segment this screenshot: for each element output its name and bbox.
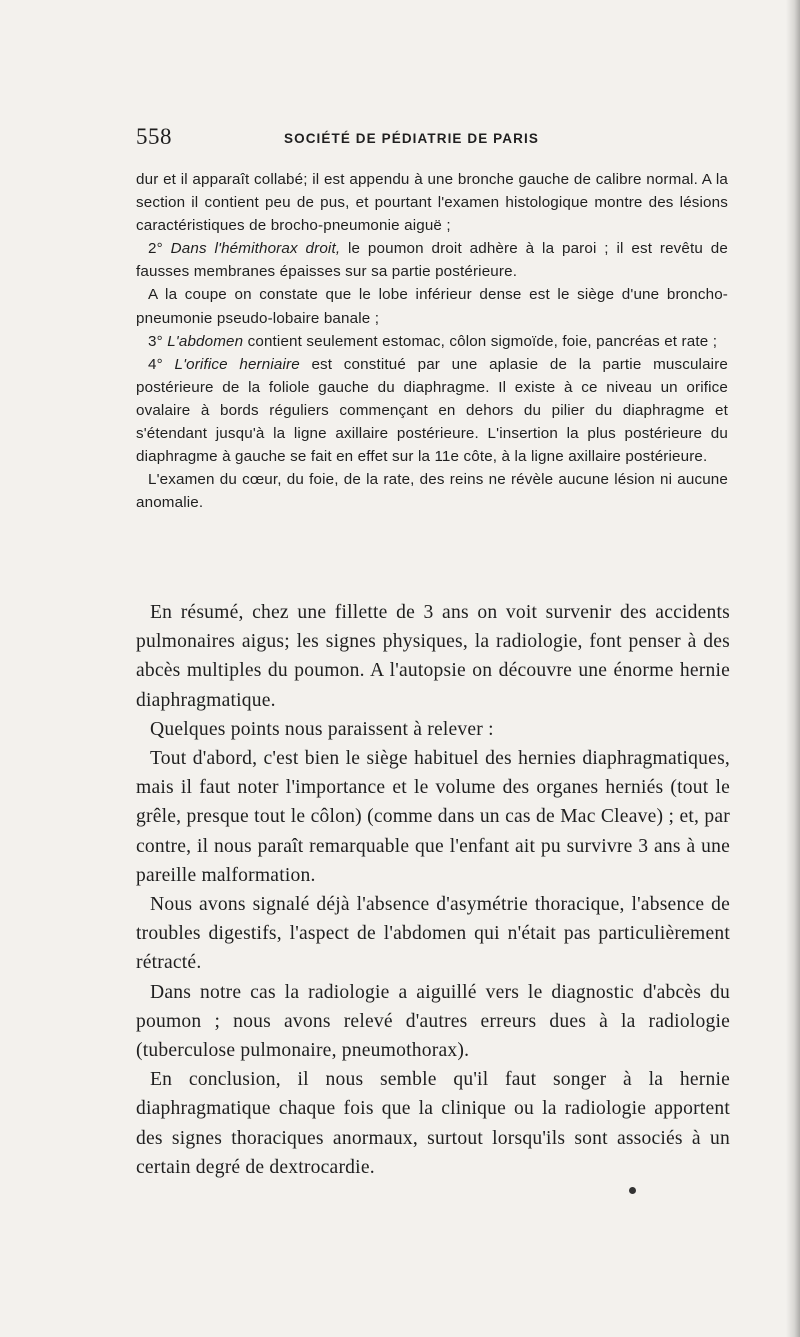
item-number: 2° — [148, 240, 163, 258]
paragraph-radiology: Dans notre cas la radiologie a aiguillé vers le diagnostic d'abcès du poumon ; nous avons relevé d'autres erreurs dues à la radiologie (tuberculose pulmonaire, pneumothorax). — [136, 981, 730, 1062]
item-heading: L'orifice herniaire — [174, 355, 300, 373]
page-edge-shadow — [786, 0, 800, 1337]
ink-spot — [629, 1187, 636, 1194]
item-text: est constitué par une aplasie de la partie musculaire postérieure de la foliole gauche du diaphragme. Il existe à ce niveau un orifice ovalaire à bords réguliers commençant en dehors du pilier du diaphragme et s'étendant jusqu'à la ligne axillaire postérieure. L'insertion la plus postérieure du diaphragme à gauche se fait en effet sur la 11e côte, à la ligne axillaire postérieure. — [136, 355, 728, 466]
page-number: 558 — [136, 124, 172, 149]
paragraph-right-hemithorax — [136, 237, 728, 283]
paragraph-absence: Nous avons signalé déjà l'absence d'asymétrie thoracique, l'absence de troubles digestifs, l'aspect de l'abdomen qui n'était pas particulièrement rétracté. — [136, 894, 730, 974]
paragraph-summary: En résumé, chez une fillette de 3 ans on voit survenir des accidents pulmonaires aigus; les signes physiques, la radiologie, font penser à des abcès multiples du poumon. A l'autopsie on découvre une énorme hernie diaphragmatique. — [136, 602, 730, 711]
paragraph-other-organs: L'examen du cœur, du foie, de la rate, des reins ne révèle aucune lésion ni aucune anomalie. — [136, 471, 728, 512]
item-text: le poumon droit adhère à la paroi ; il est revêtu de fausses membranes épaisses sur sa partie postérieure. — [136, 240, 728, 281]
paragraph-lung-description: dur et il apparaît collabé; il est appendu à une bronche gauche de calibre normal. A la section il contient peu de pus, et pourtant l'examen histologique montre des lésions caractéristiques de brocho-pneumonie aiguë ; — [136, 171, 728, 235]
summary-section — [136, 598, 730, 1182]
paragraph-first-point: Tout d'abord, c'est bien le siège habituel des hernies diaphragmatiques, mais il faut noter l'importance et le volume des organes herniés (tout le grêle, presque tout le côlon) (comme dans un cas de Mac Cleave) ; et, par contre, il nous paraît remarquable que l'enfant ait pu survivre 3 ans à une pareille malformation. — [136, 748, 730, 886]
item-number: 3° — [148, 332, 163, 350]
running-title: SOCIÉTÉ DE PÉDIATRIE DE PARIS — [284, 131, 539, 146]
paragraph-abdomen — [136, 330, 728, 353]
item-heading: L'abdomen — [167, 332, 244, 350]
item-number: 4° — [148, 355, 163, 373]
item-text: contient seulement estomac, côlon sigmoïde, foie, pancréas et rate ; — [247, 332, 718, 350]
paragraph-points: Quelques points nous paraissent à relever : — [150, 718, 494, 740]
item-heading: Dans l'hémithorax droit, — [170, 240, 341, 258]
paragraph-section-cut: A la coupe on constate que le lobe inférieur dense est le siège d'une broncho-pneumonie pseudo-lobaire banale ; — [136, 286, 728, 327]
paragraph-conclusion: En conclusion, il nous semble qu'il faut songer à la hernie diaphragmatique chaque fois que la clinique ou la radiologie apportent des signes thoraciques anormaux, surtout lorsqu'ils sont associés à un certain degré de dextrocardie. — [136, 1069, 730, 1178]
page-header — [136, 124, 736, 154]
paragraph-hernial-orifice — [136, 353, 728, 468]
autopsy-report-section — [136, 168, 728, 514]
